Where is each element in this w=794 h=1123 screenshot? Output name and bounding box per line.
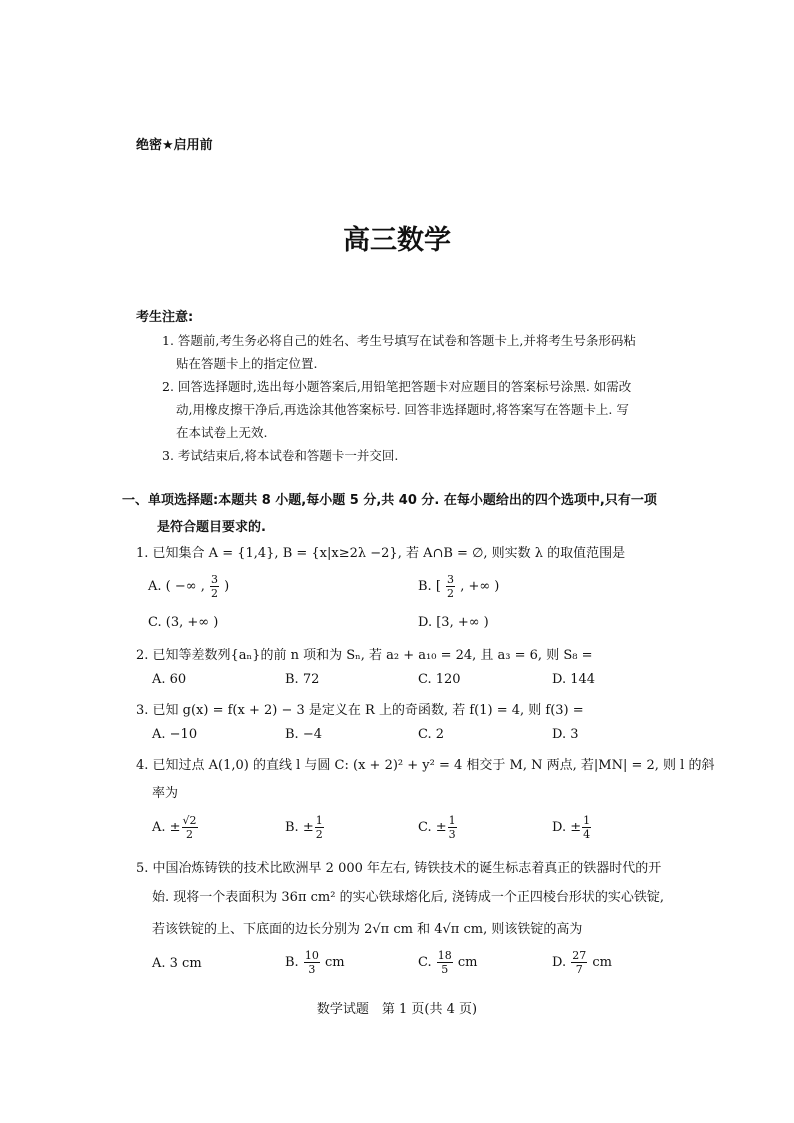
q4-option-b <box>285 815 325 840</box>
denominator: 2 <box>186 828 194 841</box>
question-4-stem: 4. 已知过点 A(1,0) 的直线 l 与圆 C: (x + 2)² + y² = 4 相交于 M, N 两点, 若|MN| = 2, 则 l 的斜 <box>136 758 715 773</box>
fraction <box>315 815 324 840</box>
numerator: 3 <box>447 573 455 586</box>
page-title: 高三数学 <box>343 225 451 256</box>
q2-option-b: B. 72 <box>285 672 320 687</box>
q3-option-a: A. −10 <box>152 727 198 742</box>
denominator: 2 <box>315 828 323 841</box>
notice-item: 贴在答题卡上的指定位置. <box>176 356 318 371</box>
unit: cm <box>457 955 478 970</box>
option-label: A. <box>148 579 162 594</box>
option-label: A. ± <box>152 820 181 835</box>
denominator: 2 <box>447 587 455 600</box>
q4-option-c <box>418 815 458 840</box>
fraction <box>571 950 587 975</box>
interval-right: ) <box>224 579 230 594</box>
option-label: B. ± <box>285 820 314 835</box>
interval-left: ( −∞ , <box>165 579 205 594</box>
q3-option-b: B. −4 <box>285 727 322 742</box>
denominator: 4 <box>583 828 591 841</box>
question-5-stem-cont: 若该铁锭的上、下底面的边长分别为 2√π cm 和 4√π cm, 则该铁锭的高为 <box>152 922 583 937</box>
fraction <box>437 950 453 975</box>
fraction <box>448 815 457 840</box>
q1-option-d: D. [3, +∞ ) <box>418 615 489 630</box>
option-label: B. <box>285 955 299 970</box>
notice-heading: 考生注意: <box>136 310 194 325</box>
denominator: 7 <box>575 963 583 976</box>
notice-item: 动,用橡皮擦干净后,再选涂其他答案标号. 回答非选择题时,将答案写在答题卡上. 写 <box>176 402 629 417</box>
fraction <box>582 815 591 840</box>
q5-option-c <box>418 950 478 975</box>
option-label: C. ± <box>418 820 447 835</box>
fraction <box>304 950 320 975</box>
numerator: 1 <box>448 814 456 827</box>
q2-option-d: D. 144 <box>552 672 596 687</box>
question-2-stem: 2. 已知等差数列{aₙ}的前 n 项和为 Sₙ, 若 a₂ + a₁₀ = 24, 且 a₃ = 6, 则 S₈ = <box>136 648 593 663</box>
fraction <box>182 815 198 840</box>
q4-option-a <box>152 815 199 840</box>
option-label: B. <box>418 579 432 594</box>
q3-option-c: C. 2 <box>418 727 445 742</box>
confidential-label: 绝密★启用前 <box>136 138 213 153</box>
question-5-stem-cont: 始. 现将一个表面积为 36π cm² 的实心铁球熔化后, 浇铸成一个正四棱台形状的实心铁锭, <box>152 890 664 905</box>
notice-item: 1. 答题前,考生务必将自己的姓名、考生号填写在试卷和答题卡上,并将考生号条形码粘 <box>162 333 636 348</box>
denominator: 3 <box>448 828 456 841</box>
q1-option-a <box>148 574 229 599</box>
fraction <box>446 574 455 599</box>
numerator: 10 <box>304 949 319 962</box>
section-heading: 一、单项选择题:本题共 8 小题,每小题 5 分,共 40 分. 在每小题给出的四个选项中,只有一项 <box>122 493 657 508</box>
option-label: D. <box>552 955 567 970</box>
question-1-stem: 1. 已知集合 A = {1,4}, B = {x|x≥2λ −2}, 若 A∩B = ∅, 则实数 λ 的取值范围是 <box>136 546 626 561</box>
q5-option-a: A. 3 cm <box>152 956 202 971</box>
q5-option-d <box>552 950 612 975</box>
denominator: 3 <box>308 963 316 976</box>
q5-option-b <box>285 950 345 975</box>
notice-item: 在本试卷上无效. <box>176 425 268 440</box>
q1-option-b <box>418 574 499 599</box>
question-4-stem-cont: 率为 <box>152 786 179 801</box>
section-heading-cont: 是符合题目要求的. <box>157 520 266 535</box>
numerator: 1 <box>315 814 323 827</box>
interval-left: [ <box>435 579 441 594</box>
numerator: √2 <box>182 814 197 827</box>
numerator: 1 <box>583 814 591 827</box>
numerator: 27 <box>572 949 587 962</box>
denominator: 5 <box>441 963 449 976</box>
unit: cm <box>324 955 345 970</box>
question-3-stem: 3. 已知 g(x) = f(x + 2) − 3 是定义在 R 上的奇函数, 若 f(1) = 4, 则 f(3) = <box>136 703 584 718</box>
unit: cm <box>592 955 612 970</box>
numerator: 3 <box>211 573 219 586</box>
question-5-stem: 5. 中国冶炼铸铁的技术比欧洲早 2 000 年左右, 铸铁技术的诞生标志着真正的铁器时代的开 <box>136 861 662 876</box>
q2-option-a: A. 60 <box>152 672 187 687</box>
q3-option-d: D. 3 <box>552 727 579 742</box>
fraction <box>210 574 219 599</box>
denominator: 2 <box>211 587 219 600</box>
interval-right: , +∞ ) <box>460 579 500 594</box>
numerator: 18 <box>437 949 452 962</box>
notice-item: 2. 回答选择题时,选出每小题答案后,用铅笔把答题卡对应题目的答案标号涂黑. 如需改 <box>162 379 632 394</box>
notice-item: 3. 考试结束后,将本试卷和答题卡一并交回. <box>162 448 399 463</box>
option-label: D. ± <box>552 820 582 835</box>
q2-option-c: C. 120 <box>418 672 461 687</box>
q4-option-d <box>552 815 592 840</box>
q1-option-c: C. (3, +∞ ) <box>148 615 219 630</box>
page-footer: 数学试题 第 1 页(共 4 页) <box>316 1002 478 1017</box>
option-label: C. <box>418 955 432 970</box>
